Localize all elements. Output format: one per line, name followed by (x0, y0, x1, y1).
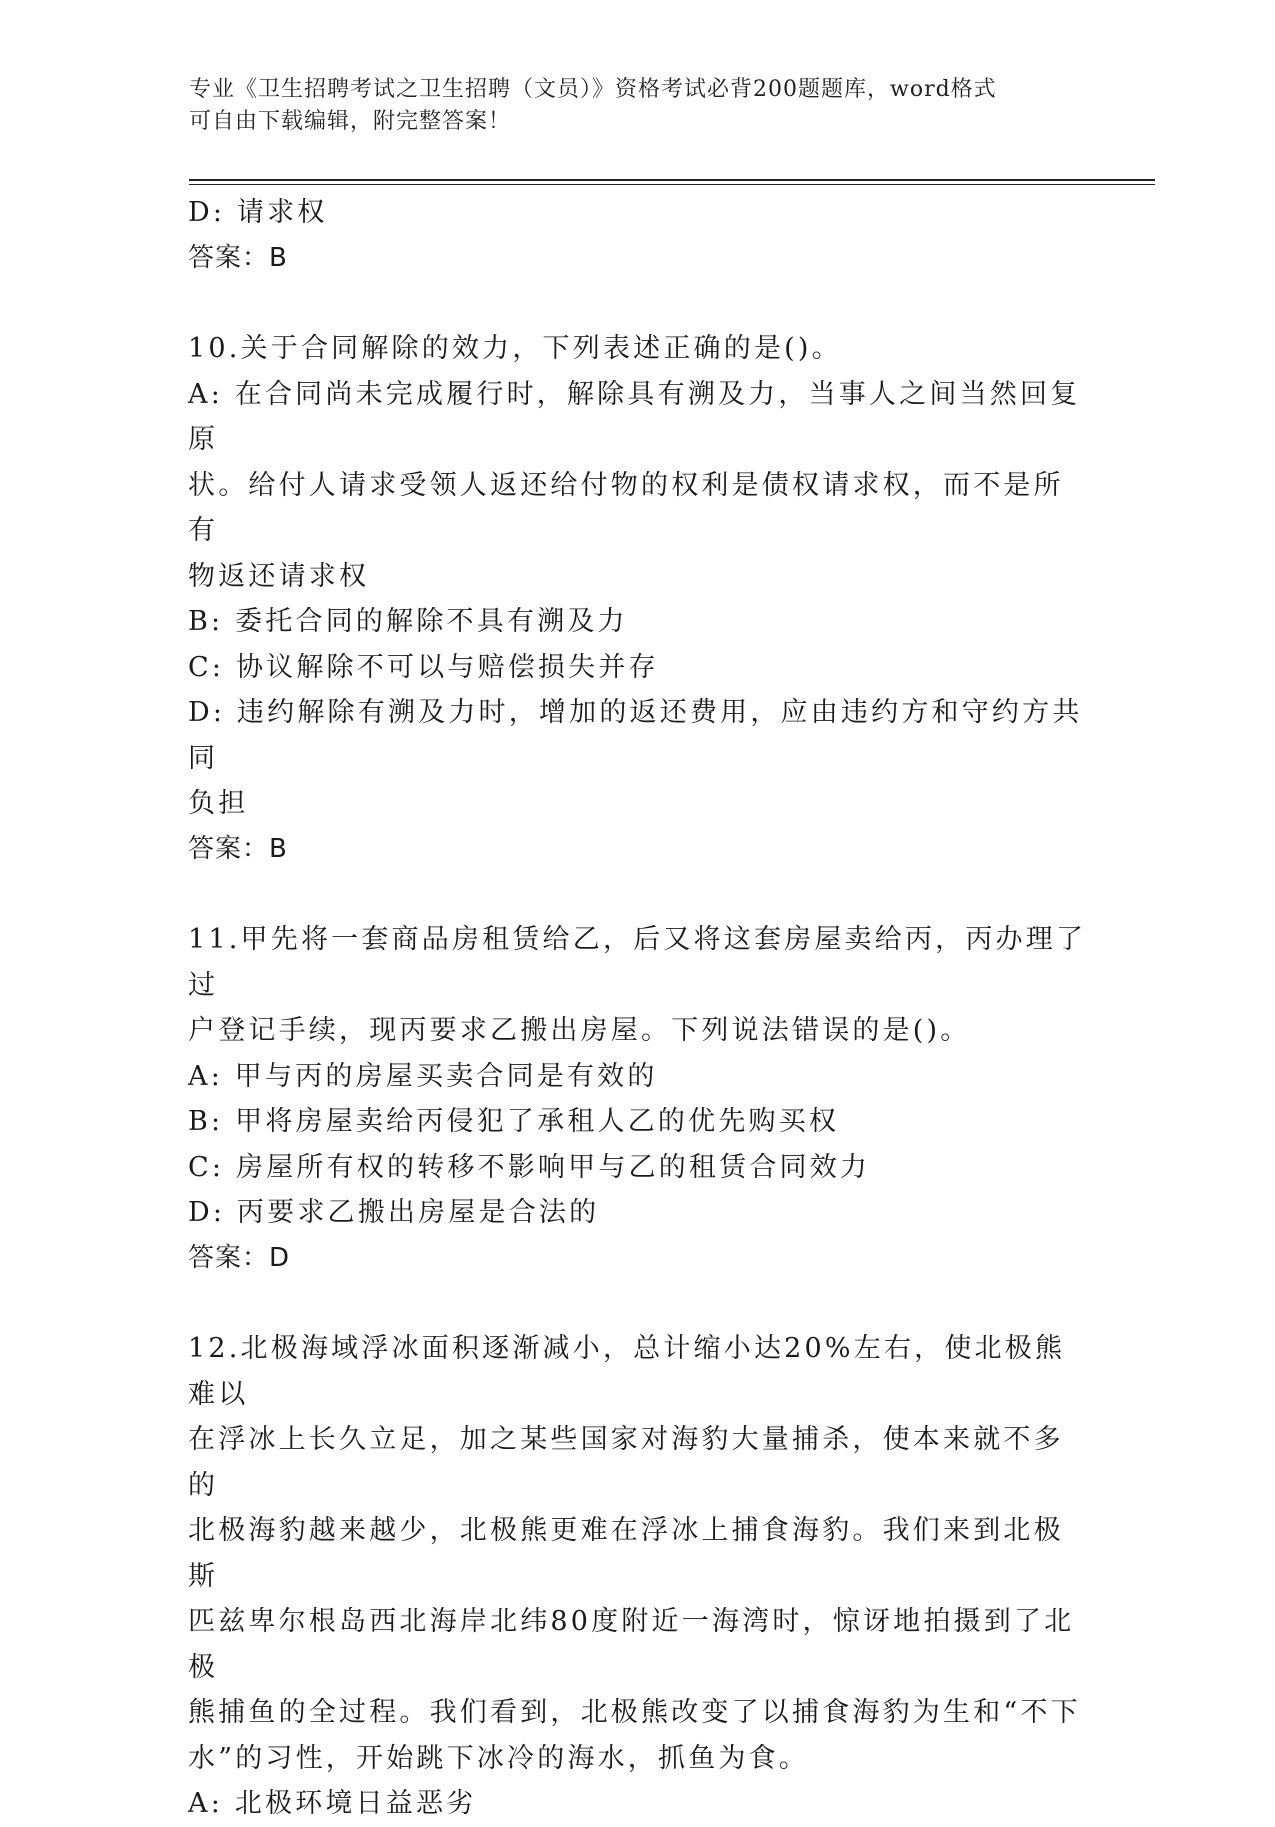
question-stem-line-1: 11.甲先将一套商品房租赁给乙，后又将这套房屋卖给丙，丙办理了过 (188, 924, 1087, 1001)
header-divider-thin (189, 184, 1155, 185)
question-12 (188, 1326, 1088, 1827)
spacer (188, 872, 1088, 917)
option-c: C: 房屋所有权的转移不影响甲与乙的租赁合同效力 (188, 1151, 871, 1183)
answer-line: 答案：B (188, 833, 288, 864)
option-a: A: 甲与丙的房屋买卖合同是有效的 (188, 1060, 658, 1092)
option-c: C: 协议解除不可以与赔偿损失并存 (188, 651, 659, 683)
question-stem: 10.关于合同解除的效力，下列表述正确的是()。 (188, 333, 842, 364)
question-stem-line-2: 户登记手续，现丙要求乙搬出房屋。下列说法错误的是()。 (188, 1015, 971, 1046)
option-b: B: 甲将房屋卖给丙侵犯了承租人乙的优先购买权 (188, 1106, 840, 1137)
question-stem-line-4: 匹兹卑尔根岛西北海岸北纬80度附近一海湾时，惊讶地拍摄到了北极 (188, 1606, 1075, 1683)
option-d: D: 丙要求乙搬出房屋是合法的 (188, 1197, 600, 1228)
spacer (188, 281, 1088, 326)
question-stem-line-5: 熊捕鱼的全过程。我们看到，北极熊改变了以捕食海豹为生和“不下 (188, 1697, 1081, 1728)
document-header (189, 74, 1069, 138)
question-stem-line-3: 北极海豹越来越少，北极熊更难在浮冰上捕食海豹。我们来到北极斯 (188, 1515, 1064, 1592)
option-a-line-2: 状。给付人请求受领人返还给付物的权利是债权请求权，而不是所有 (188, 469, 1064, 546)
question-content (188, 190, 1088, 1827)
question-stem-line-6: 水”的习性，开始跳下冰冷的海水，抓鱼为食。 (188, 1742, 810, 1774)
option-b: B: 委托合同的解除不具有溯及力 (188, 606, 628, 637)
option-a-line-3: 物返还请求权 (188, 560, 370, 592)
question-10 (188, 326, 1088, 872)
spacer (188, 1281, 1088, 1326)
option-d: D: 请求权 (188, 197, 328, 228)
question-11 (188, 917, 1088, 1281)
option-a-line-1: A: 在合同尚未完成履行时，解除具有溯及力，当事人之间当然回复原 (188, 378, 1081, 455)
question-stem-line-2: 在浮冰上长久立足，加之某些国家对海豹大量捕杀，使本来就不多的 (188, 1424, 1064, 1501)
option-d-line-1: D: 违约解除有溯及力时，增加的返还费用，应由违约方和守约方共同 (188, 697, 1083, 774)
answer-line: 答案：B (188, 242, 288, 273)
header-divider-thick (189, 179, 1155, 181)
option-a: A: 北极环境日益恶劣 (188, 1788, 477, 1819)
previous-question-tail (188, 190, 1088, 281)
option-d-line-2: 负担 (188, 788, 249, 819)
answer-line: 答案：D (188, 1242, 291, 1273)
header-line-1: 专业《卫生招聘考试之卫生招聘（文员）》资格考试必背200题题库，word格式 (189, 77, 997, 102)
header-line-2: 可自由下载编辑，附完整答案！ (189, 109, 512, 134)
question-stem-line-1: 12.北极海域浮冰面积逐渐减小，总计缩小达20%左右，使北极熊难以 (188, 1333, 1066, 1410)
